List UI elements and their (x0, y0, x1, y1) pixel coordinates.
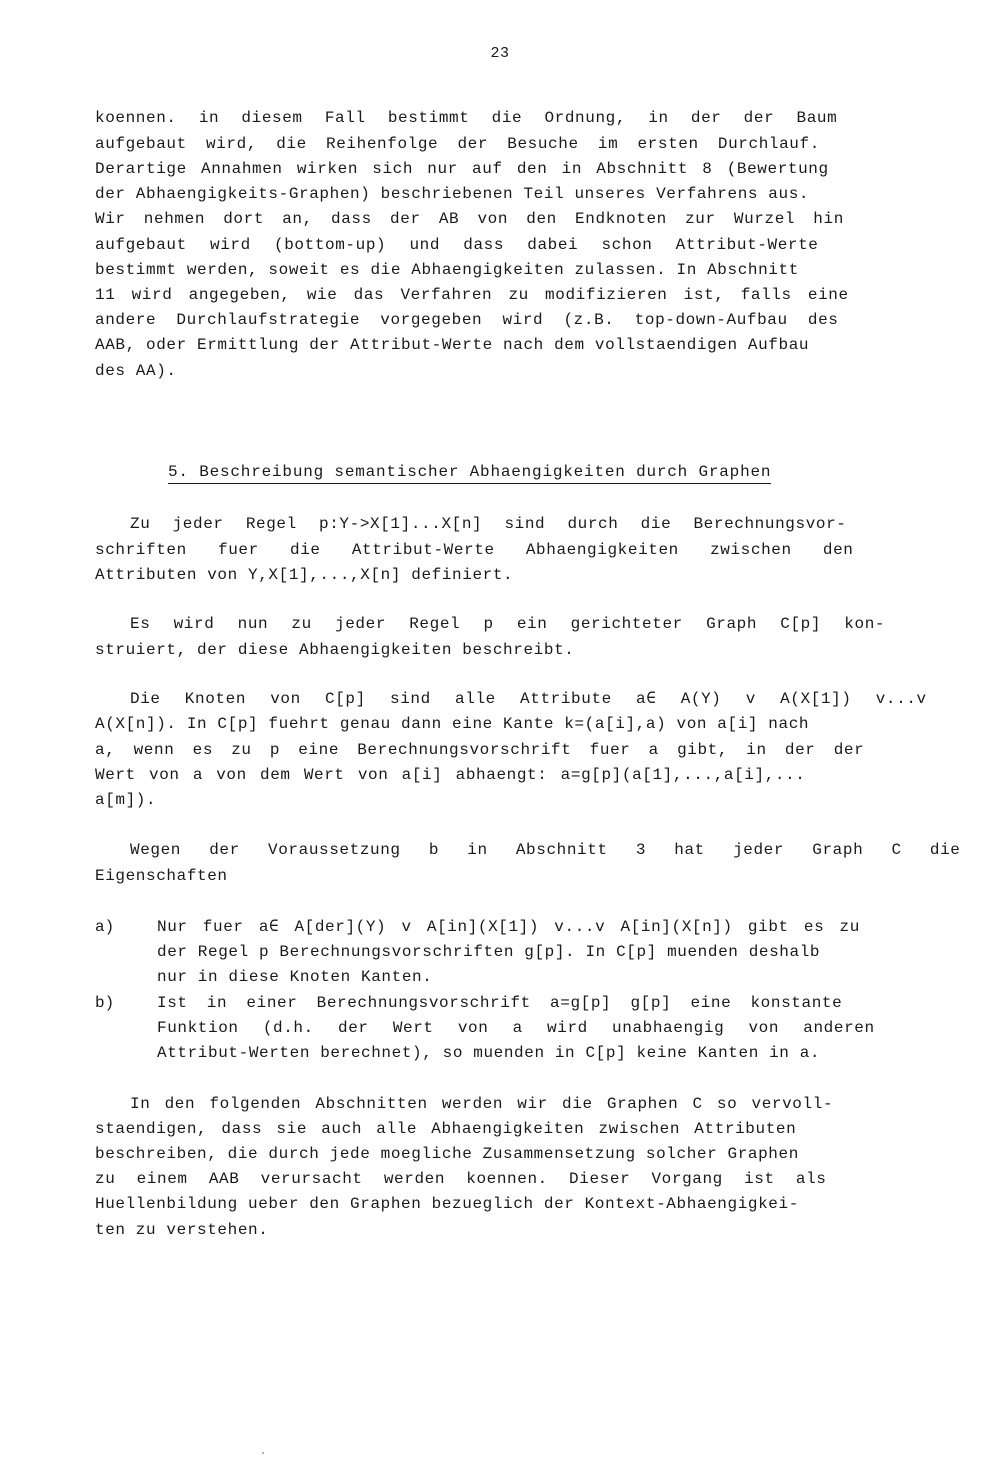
para1-line: andere Durchlaufstrategie vorgegeben wird (z.B. top-down-Aufbau des (95, 311, 839, 329)
para1-line: koennen. in diesem Fall bestimmt die Ordnung, in der der Baum (95, 109, 838, 127)
page-number: 23 (490, 45, 510, 62)
para4-line: A(X[n]). In C[p] fuehrt genau dann eine Kante k=(a[i],a) von a[i] nach (95, 715, 810, 733)
para1-line: bestimmt werden, soweit es die Abhaengigkeiten zulassen. In Abschnitt (95, 261, 799, 279)
para4-line: Die Knoten von C[p] sind alle Attribute a∈ A(Y) v A(X[1]) v...v (130, 690, 927, 708)
para4-line: Wert von a von dem Wert von a[i] abhaengt: a=g[p](a[1],...,a[i],... (95, 766, 806, 784)
para1-line: Derartige Annahmen wirken sich nur auf den in Abschnitt 8 (Bewertung (95, 160, 829, 178)
para6-line: staendigen, dass sie auch alle Abhaengigkeiten zwischen Attributen (95, 1120, 797, 1138)
list-item-line: der Regel p Berechnungsvorschriften g[p]. In C[p] muenden deshalb (157, 943, 821, 961)
para3-line: Es wird nun zu jeder Regel p ein gerichteter Graph C[p] kon- (130, 615, 886, 633)
para1-line: aufgebaut wird, die Reihenfolge der Besuche im ersten Durchlauf. (95, 135, 820, 153)
list-item-line: nur in diese Knoten Kanten. (157, 968, 433, 986)
para5-line: Eigenschaften (95, 867, 228, 885)
para6-line: In den folgenden Abschnitten werden wir die Graphen C so vervoll- (130, 1095, 834, 1113)
list-item-label: a) (95, 918, 115, 936)
para3-line: struiert, der diese Abhaengigkeiten beschreibt. (95, 641, 575, 659)
para2-line: Zu jeder Regel p:Y->X[1]...X[n] sind durch die Berechnungsvor- (130, 515, 847, 533)
para1-line: aufgebaut wird (bottom-up) und dass dabei schon Attribut-Werte (95, 236, 819, 254)
para1-line: Wir nehmen dort an, dass der AB von den Endknoten zur Wurzel hin (95, 210, 844, 228)
para4-line: a[m]). (95, 791, 157, 809)
para2-line: schriften fuer die Attribut-Werte Abhaengigkeiten zwischen den (95, 541, 854, 559)
para1-line: des AA). (95, 362, 177, 380)
para5-line: Wegen der Voraussetzung b in Abschnitt 3 hat jeder Graph C die (130, 841, 961, 859)
para4-line: a, wenn es zu p eine Berechnungsvorschrift fuer a gibt, in der der (95, 741, 865, 759)
para6-line: beschreiben, die durch jede moegliche Zusammensetzung solcher Graphen (95, 1145, 799, 1163)
para1-line: AAB, oder Ermittlung der Attribut-Werte nach dem vollstaendigen Aufbau (95, 336, 810, 354)
list-item-label: b) (95, 994, 115, 1012)
para1-line: 11 wird angegeben, wie das Verfahren zu modifizieren ist, falls eine (95, 286, 849, 304)
para6-line: ten zu verstehen. (95, 1221, 269, 1239)
list-item-line: Ist in einer Berechnungsvorschrift a=g[p] g[p] eine konstante (157, 994, 843, 1012)
scan-speck (262, 1452, 264, 1454)
para6-line: zu einem AAB verursacht werden koennen. Dieser Vorgang ist als (95, 1170, 827, 1188)
list-item-line: Nur fuer a∈ A[der](Y) v A[in](X[1]) v...v A[in](X[n]) gibt es zu (157, 918, 860, 936)
section-heading: 5. Beschreibung semantischer Abhaengigkeiten durch Graphen (168, 462, 771, 484)
para1-line: der Abhaengigkeits-Graphen) beschriebenen Teil unseres Verfahrens aus. (95, 185, 810, 203)
para2-line: Attributen von Y,X[1],...,X[n] definiert. (95, 566, 514, 584)
list-item-line: Funktion (d.h. der Wert von a wird unabhaengig von anderen (157, 1019, 875, 1037)
para6-line: Huellenbildung ueber den Graphen bezueglich der Kontext-Abhaengigkei- (95, 1195, 799, 1213)
list-item-line: Attribut-Werten berechnet), so muenden in C[p] keine Kanten in a. (157, 1044, 821, 1062)
